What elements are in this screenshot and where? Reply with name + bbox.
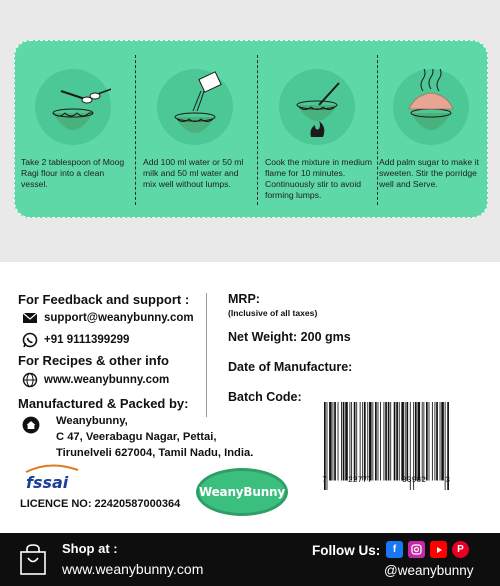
recipe-step-3	[259, 41, 375, 219]
barcode-bar	[384, 402, 385, 480]
step-divider	[135, 55, 136, 205]
barcode-bar	[333, 402, 334, 480]
address-line-3: Tirunelveli 627004, Tamil Nadu, India.	[56, 447, 254, 459]
facebook-icon[interactable]: f	[386, 541, 403, 558]
email-row[interactable]	[22, 310, 194, 326]
recipe-band	[0, 0, 500, 262]
column-divider	[206, 293, 207, 417]
brand-logo	[196, 468, 288, 516]
licence-number: LICENCE NO: 22420587000364	[20, 498, 181, 510]
recipe-steps-card	[14, 40, 488, 218]
barcode-bar	[338, 402, 339, 480]
barcode-bar	[405, 402, 406, 480]
follow-us-label: Follow Us:	[312, 543, 381, 558]
barcode-bar	[429, 402, 430, 480]
step-2-text: Add 100 ml water or 50 ml milk and 50 ml water and mix well without lumps.	[143, 157, 244, 189]
barcode-bar	[364, 402, 366, 480]
brand-logo-text: WeanyBunny	[199, 485, 286, 499]
step-4-text: Add palm sugar to make it sweeten. Stir the porridge well and Serve.	[379, 157, 479, 189]
barcode-bar	[380, 402, 381, 480]
barcode-digit-0: 7	[322, 476, 327, 485]
bowl-spoon-icon	[35, 69, 111, 145]
barcode-bar	[441, 402, 444, 480]
barcode-bar	[415, 402, 417, 480]
barcode-digit-group-1: 22777	[347, 476, 372, 485]
shopping-bag-icon	[16, 543, 50, 577]
recipe-step-4	[373, 41, 489, 219]
social-handle[interactable]: @weanybunny	[384, 563, 474, 578]
barcode-bar	[388, 402, 390, 480]
bowl-steam-icon	[393, 69, 469, 145]
manufacture-date-label: Date of Manufacture:	[228, 360, 353, 374]
barcode-bar	[343, 402, 345, 480]
barcode-bar	[351, 402, 352, 480]
barcode-bar	[394, 402, 396, 480]
barcode-bar	[401, 402, 404, 480]
recipe-step-1	[15, 41, 131, 219]
mail-icon	[22, 310, 38, 326]
youtube-icon[interactable]	[430, 541, 447, 558]
bowl-flame-icon	[279, 69, 355, 145]
home-icon	[22, 416, 40, 434]
net-weight: Net Weight: 200 gms	[228, 330, 351, 344]
footer-bar	[0, 533, 500, 586]
barcode-bar	[356, 402, 357, 480]
batch-code-label: Batch Code:	[228, 390, 302, 404]
barcode-bar	[436, 402, 438, 480]
barcode-bar	[406, 402, 408, 480]
barcode-bar	[354, 402, 356, 480]
feedback-heading: For Feedback and support :	[18, 292, 190, 307]
recipe-step-2	[137, 41, 253, 219]
barcode-digits	[322, 476, 450, 485]
website-row[interactable]	[22, 372, 169, 388]
barcode-bar	[422, 402, 423, 480]
phone-row[interactable]	[22, 332, 129, 348]
barcode-bar	[418, 402, 421, 480]
email-link[interactable]: support@weanybunny.com	[44, 312, 194, 324]
barcode-bar	[345, 402, 348, 480]
whatsapp-icon	[22, 332, 38, 348]
step-1-text: Take 2 tablespoon of Moog Ragi flour into a clean vessel.	[21, 157, 125, 189]
instagram-icon[interactable]	[408, 541, 425, 558]
phone-number[interactable]: +91 9111399299	[44, 334, 130, 346]
barcode-bar	[396, 402, 398, 480]
barcode-bar	[432, 402, 433, 480]
bowl-pour-icon	[157, 69, 233, 145]
barcode-bar	[367, 402, 368, 480]
pinterest-icon[interactable]: P	[452, 541, 469, 558]
barcode-bar	[329, 402, 332, 480]
barcode-bar	[385, 402, 387, 480]
barcode-bar	[372, 402, 373, 480]
barcode-bar	[369, 402, 372, 480]
barcode-bar	[399, 402, 400, 480]
barcode-bar	[423, 402, 424, 480]
fssai-text: fssai	[26, 473, 69, 492]
website-link[interactable]: www.weanybunny.com	[44, 374, 170, 386]
barcode-bar	[440, 402, 441, 480]
barcode-bar	[426, 402, 428, 480]
fssai-logo	[20, 462, 94, 492]
mrp-note: (Inclusive of all taxes)	[228, 308, 318, 318]
address-line-2: C 47, Veerabagu Nagar, Pettai,	[56, 431, 217, 443]
shop-at-label: Shop at :	[62, 541, 118, 556]
step-3-text: Cook the mixture in medium flame for 10 minutes. Continuously stir to avoid forming lumps.	[265, 157, 372, 200]
manufacturer-heading: Manufactured & Packed by:	[18, 396, 189, 411]
barcode-digit-check: 3	[445, 476, 450, 485]
step-divider	[257, 55, 258, 205]
barcode-bar	[375, 402, 377, 480]
barcode-bar	[435, 402, 436, 480]
address-line-1: Weanybunny,	[56, 415, 128, 427]
globe-icon	[22, 372, 38, 388]
barcode-bar	[362, 402, 363, 480]
barcode-bar	[378, 402, 379, 480]
barcode-bar	[350, 402, 351, 480]
barcode-bar	[360, 402, 361, 480]
barcode-bar	[390, 402, 391, 480]
mrp-label: MRP:	[228, 292, 260, 306]
barcode-bar	[334, 402, 336, 480]
shop-url-link[interactable]: www.weanybunny.com	[62, 561, 204, 577]
barcode-digit-group-2: 33982	[401, 476, 426, 485]
recipes-heading: For Recipes & other info	[18, 353, 169, 368]
barcode-bar	[341, 402, 342, 480]
